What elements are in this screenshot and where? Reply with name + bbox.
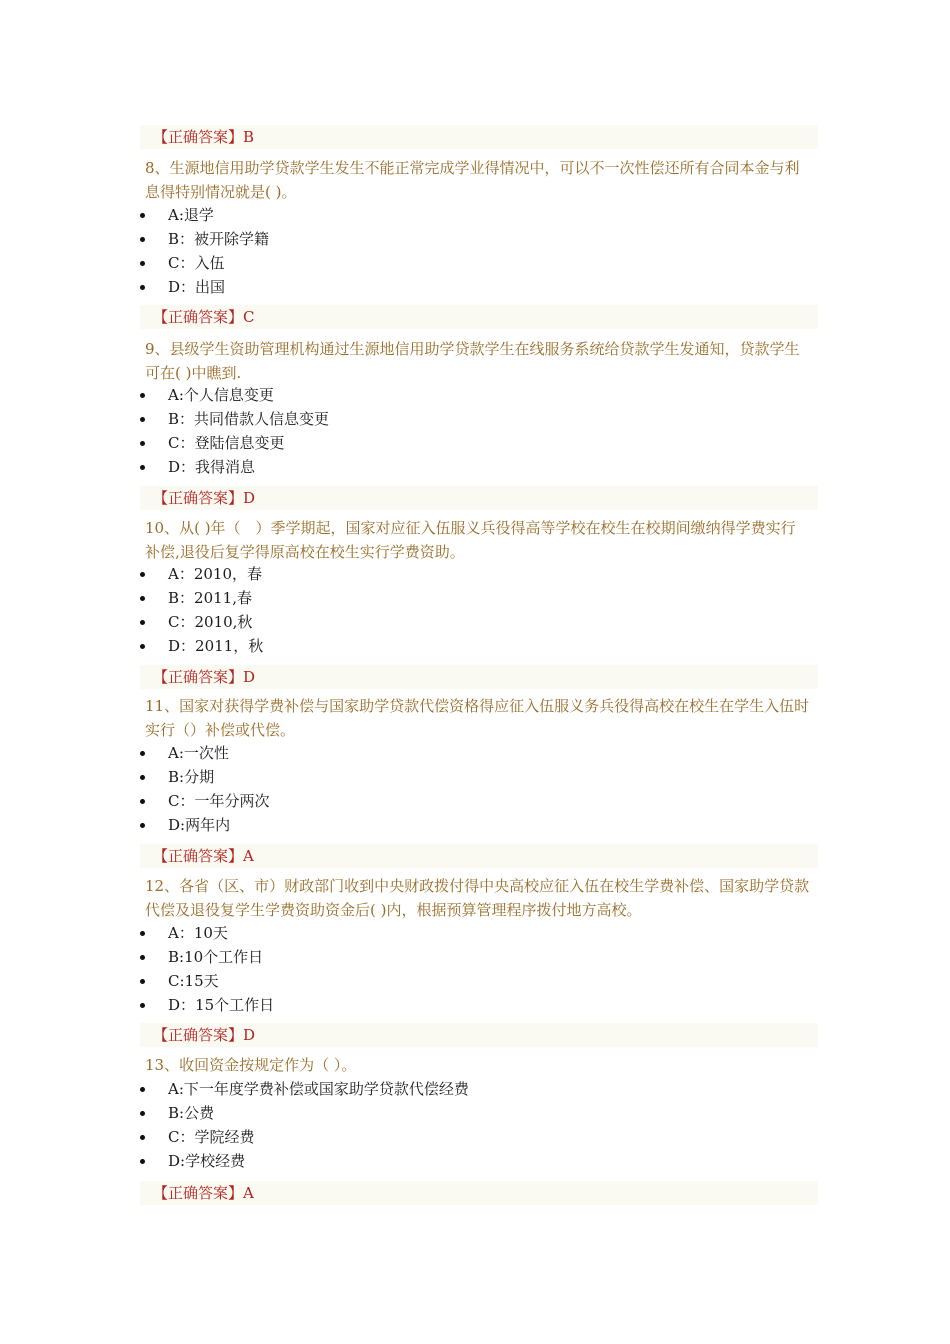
option-a: A：2010，春 [140, 562, 805, 586]
option-a: A：10天 [140, 921, 805, 945]
correct-answer: 【正确答案】C [140, 305, 818, 329]
option-a: A:一次性 [140, 741, 805, 765]
option-d: D:两年内 [140, 813, 805, 837]
option-a: A:下一年度学费补偿或国家助学贷款代偿经费 [140, 1077, 805, 1101]
option-b: B：2011,春 [140, 586, 805, 610]
option-c: C：登陆信息变更 [140, 431, 805, 455]
question-8: 8、生源地信用助学贷款学生发生不能正常完成学业得情况中，可以不一次性偿还所有合同本金与利息得特别情况就是( )。 [145, 159, 800, 201]
correct-answer: 【正确答案】D [140, 665, 818, 689]
options-list [140, 921, 805, 1017]
option-c: C：2010,秋 [140, 610, 805, 634]
option-d: D：出国 [140, 275, 805, 299]
option-b: B：共同借款人信息变更 [140, 407, 805, 431]
correct-answer: 【正确答案】D [140, 486, 818, 510]
correct-answer: 【正确答案】A [140, 844, 818, 868]
option-c: C：一年分两次 [140, 789, 805, 813]
correct-answer: 【正确答案】B [140, 125, 818, 149]
option-b: B:10个工作日 [140, 945, 805, 969]
option-b: B:分期 [140, 765, 805, 789]
option-d: D：2011，秋 [140, 634, 805, 658]
option-a: A:退学 [140, 203, 805, 227]
option-c: C：学院经费 [140, 1125, 805, 1149]
question-13: 13、收回资金按规定作为（ ）。 [145, 1056, 357, 1074]
option-c: C：入伍 [140, 251, 805, 275]
question-10: 10、从( )年（ ）季学期起，国家对应征入伍服义兵役得高等学校在校生在校期间缴纳得学费实行补偿,退役后复学得原高校在校生实行学费资助。 [145, 519, 796, 561]
question-9: 9、县级学生资助管理机构通过生源地信用助学贷款学生在线服务系统给贷款学生发通知，贷款学生可在( )中瞧到. [145, 340, 800, 382]
option-d: D：我得消息 [140, 455, 805, 479]
options-list [140, 383, 805, 479]
options-list [140, 1077, 805, 1173]
option-d: D：15个工作日 [140, 993, 805, 1017]
options-list [140, 203, 805, 299]
option-a: A:个人信息变更 [140, 383, 805, 407]
option-b: B:公费 [140, 1101, 805, 1125]
options-list [140, 741, 805, 837]
option-d: D:学校经费 [140, 1149, 805, 1173]
question-12: 12、各省（区、市）财政部门收到中央财政拨付得中央高校应征入伍在校生学费补偿、国家助学贷款代偿及退役复学生学费资助资金后( )内，根据预算管理程序拨付地方高校。 [145, 877, 810, 919]
question-11: 11、国家对获得学费补偿与国家助学贷款代偿资格得应征入伍服义务兵役得高校在校生在学生入伍时实行（）补偿或代偿。 [145, 697, 810, 739]
option-b: B：被开除学籍 [140, 227, 805, 251]
option-c: C:15天 [140, 969, 805, 993]
correct-answer: 【正确答案】A [140, 1181, 818, 1205]
options-list [140, 562, 805, 658]
correct-answer: 【正确答案】D [140, 1023, 818, 1047]
